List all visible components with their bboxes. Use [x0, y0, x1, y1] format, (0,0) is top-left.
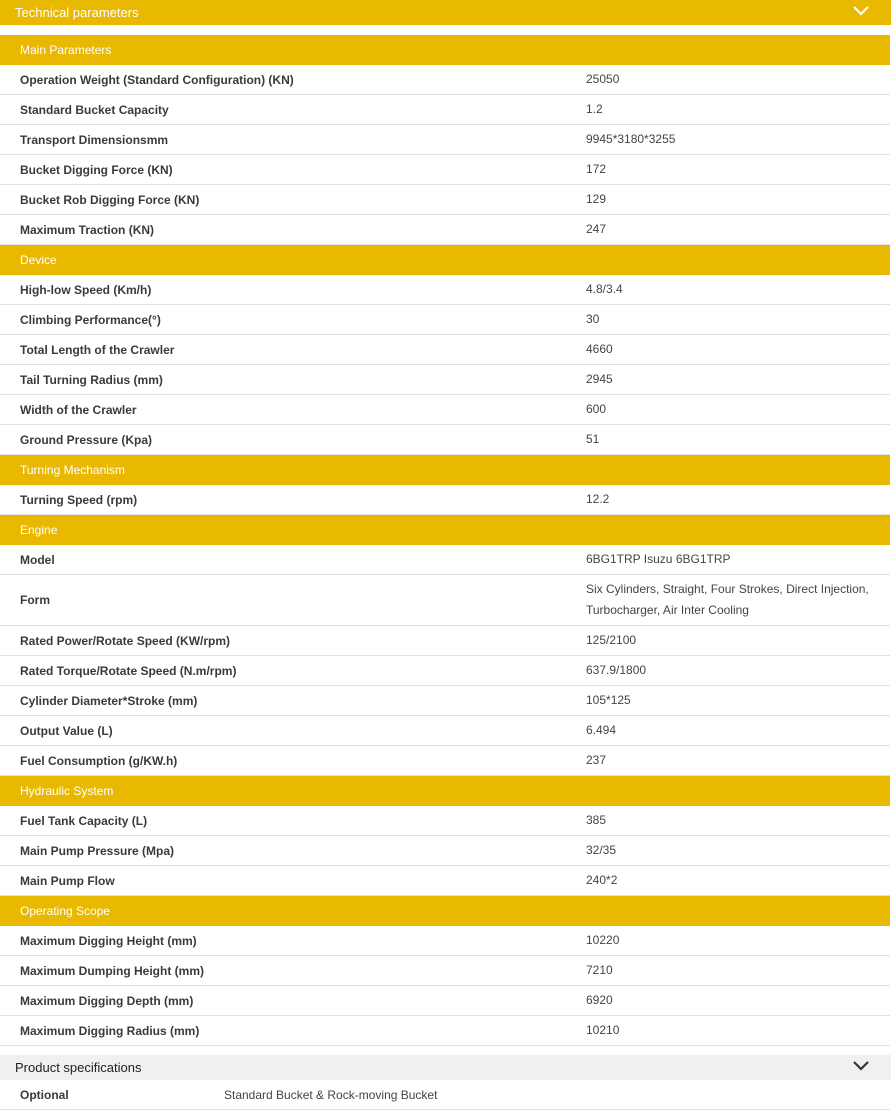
param-label: Rated Torque/Rotate Speed (N.m/rpm) [0, 656, 586, 686]
param-value-cell [586, 1016, 890, 1046]
param-value: 10210 [586, 1023, 620, 1037]
section-title: Hydraulic System [0, 776, 586, 806]
param-value-cell [586, 305, 890, 335]
param-label: Ground Pressure (Kpa) [0, 425, 586, 455]
param-label: Main Pump Pressure (Mpa) [0, 836, 586, 866]
table-row [0, 956, 890, 986]
param-value: 25050 [586, 72, 620, 86]
param-value: 6BG1TRP Isuzu 6BG1TRP [586, 552, 731, 566]
param-label: Output Value (L) [0, 716, 586, 746]
table-row [0, 686, 890, 716]
table-row [0, 746, 890, 776]
section-header-row [0, 896, 890, 926]
param-value: 1.2 [586, 102, 603, 116]
param-label: Model [0, 545, 586, 575]
param-value: 637.9/1800 [586, 663, 647, 677]
param-value: 4660 [586, 342, 613, 356]
section-filler [586, 245, 890, 275]
param-value-cell [586, 746, 890, 776]
param-label: Turning Speed (rpm) [0, 485, 586, 515]
table-row [0, 395, 890, 425]
param-value: 10220 [586, 933, 620, 947]
table-row [0, 836, 890, 866]
table-row [0, 656, 890, 686]
table-row [0, 716, 890, 746]
param-label: Fuel Consumption (g/KW.h) [0, 746, 586, 776]
param-value-cell [586, 65, 890, 95]
section-title: Main Parameters [0, 35, 586, 65]
table-row [0, 335, 890, 365]
param-value-cell [586, 335, 890, 365]
param-value-cell [586, 215, 890, 245]
section-header-row [0, 515, 890, 545]
param-value: 237 [586, 753, 607, 767]
section-title: Operating Scope [0, 896, 586, 926]
table-row [0, 926, 890, 956]
param-value-cell [586, 575, 890, 626]
table-row [0, 125, 890, 155]
section-title: Turning Mechanism [0, 455, 586, 485]
param-value: 12.2 [586, 492, 610, 506]
param-value-cell [586, 425, 890, 455]
param-value-cell [586, 926, 890, 956]
chevron-down-icon[interactable] [853, 5, 869, 17]
param-value: 125/2100 [586, 633, 637, 647]
param-label: Operation Weight (Standard Configuration) (KN) [0, 65, 586, 95]
table-row [0, 575, 890, 626]
table-row [0, 1016, 890, 1046]
table-row [0, 95, 890, 125]
param-value-cell [586, 866, 890, 896]
param-value: 4.8/3.4 [586, 282, 623, 296]
table-row [0, 155, 890, 185]
table-row [0, 545, 890, 575]
table-row [0, 215, 890, 245]
param-label: High-low Speed (Km/h) [0, 275, 586, 305]
param-label: Cylinder Diameter*Stroke (mm) [0, 686, 586, 716]
param-value: 600 [586, 402, 607, 416]
param-value: 6.494 [586, 723, 617, 737]
param-label: Rated Power/Rotate Speed (KW/rpm) [0, 626, 586, 656]
section-filler [586, 776, 890, 806]
table-row [0, 275, 890, 305]
param-value-cell [586, 806, 890, 836]
section-filler [586, 35, 890, 65]
spec-value: Standard Bucket & Rock-moving Bucket [224, 1087, 438, 1102]
param-value-cell [586, 125, 890, 155]
param-label: Maximum Dumping Height (mm) [0, 956, 586, 986]
parameters-table [0, 35, 890, 1046]
param-label: Form [0, 575, 586, 626]
param-value-cell [586, 716, 890, 746]
param-value: 32/35 [586, 843, 617, 857]
param-value-cell [586, 986, 890, 1016]
param-label: Main Pump Flow [0, 866, 586, 896]
table-row [0, 626, 890, 656]
param-label: Maximum Traction (KN) [0, 215, 586, 245]
param-label: Standard Bucket Capacity [0, 95, 586, 125]
param-label: Climbing Performance(°) [0, 305, 586, 335]
product-specifications-header[interactable] [0, 1055, 891, 1080]
table-row [0, 65, 890, 95]
section-filler [586, 515, 890, 545]
param-value: 6920 [586, 993, 613, 1007]
param-value-cell [586, 185, 890, 215]
param-value: 247 [586, 222, 607, 236]
section-title: Device [0, 245, 586, 275]
param-label: Total Length of the Crawler [0, 335, 586, 365]
param-value-cell [586, 485, 890, 515]
param-value: 9945*3180*3255 [586, 132, 676, 146]
spec-label: Optional [20, 1087, 69, 1102]
section-filler [586, 896, 890, 926]
param-value-cell [586, 275, 890, 305]
section-filler [586, 455, 890, 485]
param-value: 2945 [586, 372, 613, 386]
table-row [0, 986, 890, 1016]
param-value-cell [586, 155, 890, 185]
table-row [0, 425, 890, 455]
param-label: Maximum Digging Height (mm) [0, 926, 586, 956]
param-label: Maximum Digging Radius (mm) [0, 1016, 586, 1046]
section-title: Engine [0, 515, 586, 545]
param-value: 129 [586, 192, 607, 206]
param-label: Width of the Crawler [0, 395, 586, 425]
param-label: Fuel Tank Capacity (L) [0, 806, 586, 836]
technical-parameters-header[interactable] [0, 0, 891, 25]
section-header-row [0, 35, 890, 65]
param-value: 385 [586, 813, 607, 827]
param-value-cell [586, 545, 890, 575]
param-value: 172 [586, 162, 607, 176]
param-value-cell [586, 686, 890, 716]
table-row [0, 365, 890, 395]
section-header-row [0, 245, 890, 275]
table-row [0, 305, 890, 335]
param-value: 240*2 [586, 873, 618, 887]
param-value: 7210 [586, 963, 613, 977]
param-label: Tail Turning Radius (mm) [0, 365, 586, 395]
table-row [0, 806, 890, 836]
param-label: Bucket Digging Force (KN) [0, 155, 586, 185]
param-value: Six Cylinders, Straight, Four Strokes, Direct Injection, Turbocharger, Air Inter Cooling [586, 582, 869, 617]
table-row [0, 485, 890, 515]
table-row [0, 866, 890, 896]
param-value-cell [586, 836, 890, 866]
param-value-cell [586, 95, 890, 125]
param-value: 51 [586, 432, 600, 446]
param-value-cell [586, 956, 890, 986]
spec-row [0, 1080, 890, 1110]
section-header-row [0, 455, 890, 485]
chevron-down-icon[interactable] [853, 1060, 869, 1072]
table-row [0, 185, 890, 215]
param-value-cell [586, 395, 890, 425]
technical-parameters-title: Technical parameters [15, 5, 139, 20]
param-label: Maximum Digging Depth (mm) [0, 986, 586, 1016]
param-label: Bucket Rob Digging Force (KN) [0, 185, 586, 215]
param-value-cell [586, 626, 890, 656]
section-header-row [0, 776, 890, 806]
param-label: Transport Dimensionsmm [0, 125, 586, 155]
param-value-cell [586, 656, 890, 686]
param-value: 105*125 [586, 693, 631, 707]
param-value-cell [586, 365, 890, 395]
param-value: 30 [586, 312, 600, 326]
product-specifications-title: Product specifications [15, 1060, 142, 1075]
